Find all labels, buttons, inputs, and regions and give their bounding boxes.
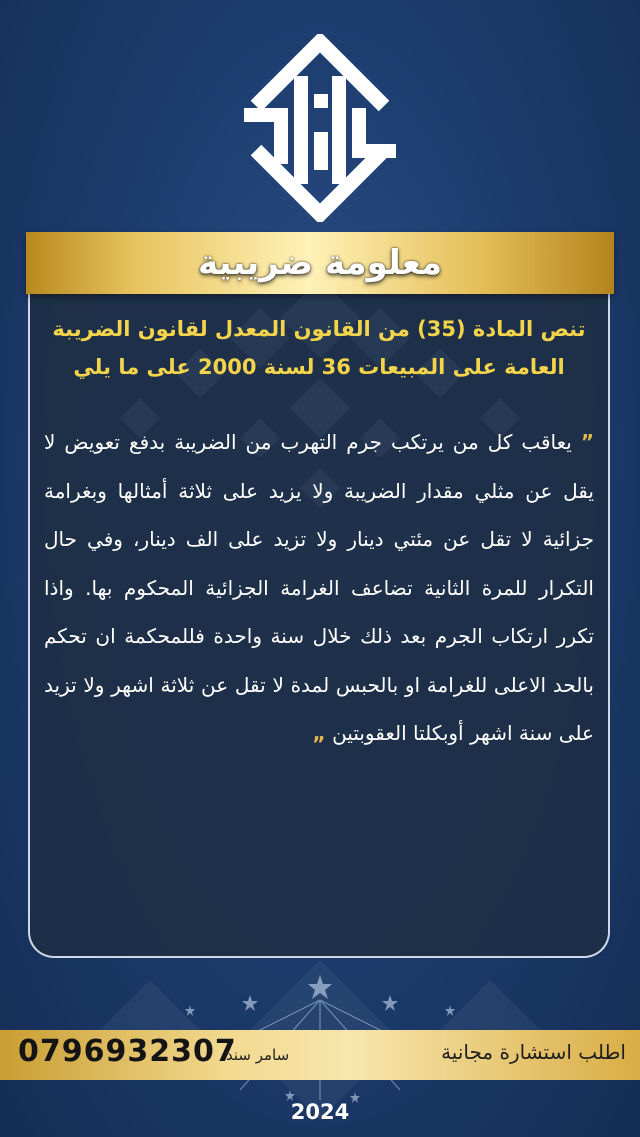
geometric-diamond-logo-icon — [238, 34, 402, 222]
closing-quote-mark: „ — [312, 721, 326, 745]
law-quote-text: يعاقب كل من يرتكب جرم التهرب من الضريبة بدفع تعويض لا يقل عن مثلي مقدار الضريبة ولا يزيد على ثلاثة أمثالها وبغرامة جزائية لا تقل عن مئتي دينار ولا تزيد على الف دينار، وفي حال التكرار للمرة الثانية تضاعف الغرامة الجزائية المحكوم بها. واذا تكرر ارتكاب الجرم بعد ذلك خلال سنة واحدة فللمحكمة ان تحكم بالحد الاعلى للغرامة او بالحبس لمدة لا تقل عن ثلاثة اشهر ولا تزيد على سنة اشهر أوبكلتا العقوبتين — [44, 430, 594, 745]
intro-line-1: تنص المادة (35) من القانون المعدل لقانون الضريبة — [52, 317, 586, 341]
intro-line-2: العامة على المبيعات 36 لسنة 2000 على ما يلي — [73, 355, 565, 379]
free-consultation-text: اطلب استشارة مجانية — [441, 1040, 626, 1064]
consultant-name: سامر سند — [226, 1046, 290, 1064]
year-label: 2024 — [290, 1100, 350, 1124]
phone-number[interactable]: 0796932307 — [18, 1034, 237, 1069]
opening-quote-mark: ” — [580, 430, 595, 454]
banner-title: معلومة ضريبية — [197, 243, 443, 283]
law-quote — [44, 418, 594, 758]
intro-text — [40, 310, 598, 386]
